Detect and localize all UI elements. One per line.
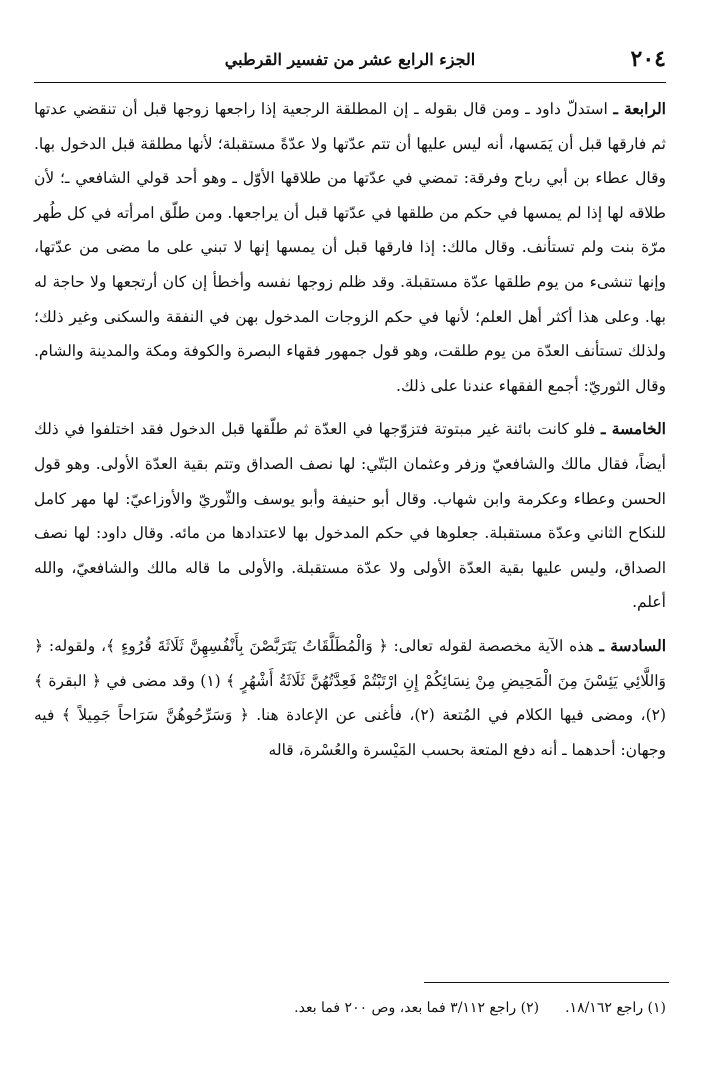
paragraph-fifth [34, 412, 666, 620]
paragraph-lead: الرابعة ـ [613, 99, 666, 118]
page-header [34, 44, 666, 80]
paragraph-sixth [34, 629, 666, 767]
footnote-2: (٢) راجع ٣/١١٢ فما بعد، وص ٢٠٠ فما بعد. [294, 1000, 540, 1016]
paragraph-lead: الخامسة ـ [601, 419, 666, 439]
page-number: ٢٠٤ [630, 46, 666, 72]
footnote-1: (١) راجع ١٨/١٦٢. [565, 1000, 666, 1016]
paragraph-text: هذه الآية مخصصة لقوله تعالى: ﴿ وَالْمُطَلَّقَاتُ يَتَرَبَّصْنَ بِأَنْفُسِهِنَّ ثَلَاثَةَ قُرُوءٍ ﴾، ولقوله: ﴿ وَاللَّائِي يَئِسْنَ مِنَ الْمَحِيضِ مِنْ نِسَائِكُمْ إِنِ ارْتَبْتُمْ فَعِدَّتُهُنَّ ثَلَاثَةُ أَشْهُرٍ ﴾ (١) وقد مضى في ﴿ البقرة ﴾(٢)، ومضى فيها الكلام في المُتعة (٢)، فأغنى عن الإعادة هنا. ﴿ وَسَرِّحُوهُنَّ سَرَاحاً جَمِيلاً ﴾ فيه وجهان: أحدهما ـ أنه دفع المتعة بحسب المَيْسرة والعُسْرة، قاله [34, 636, 667, 759]
paragraph-fourth [34, 92, 666, 403]
paragraph-lead: السادسة ـ [599, 635, 666, 655]
paragraph-text: استدلّ داود ـ ومن قال بقوله ـ إن المطلقة الرجعية إذا راجعها زوجها قبل أن تنقضي عدتها ثم فارقها قبل أن يَمَسها، أنه ليس عليها أن تتم عدّتها ولا عدّةً مستقبلة؛ لأنها مطلقة قبل الدخول بها. وقال عطاء بن أبي رباح وفرقة: تمضي في عدّتها من طلاقها الأوّل ـ وهو أحد قولي الشافعي ـ؛ لأن طلاقه لها إذا لم يمسها في حكم من طلقها في عدّتها قبل أن يراجعها. ومن طلّق امرأته في كل طُهر مرّة بنت ولم تستأنف. وقال مالك: إذا فارقها قبل أن يمسها إنها لا تبني على ما مضى من عدّتها، وإنها تنشىء من يوم طلقها عدّة مستقبلة. وقد ظلم زوجها نفسه وأخطأ إن كان أرتجعها ولا حاجة له بها. وعلى هذا أكثر أهل العلم؛ لأنها في حكم الزوجات المدخول بهن في النفقة والسكنى وغير ذلك؛ ولذلك تستأنف العدّة من يوم طلقت، وهو قول جمهور فقهاء البصرة والكوفة ومكة والمدينة والشام. وقال الثوريّ: أجمع الفقهاء عندنا على ذلك. [34, 100, 666, 395]
paragraph-text: فلو كانت بائنة غير مبتوتة فتزوّجها في العدّة ثم طلّقها قبل الدخول فقد اختلفوا في ذلك أيضاً، فقال مالك والشافعيّ وزفر وعثمان البَتّي: لها نصف الصداق وتتم بقية العدّة الأولى. وهو قول الحسن وعطاء وعكرمة وابن شهاب. وقال أبو حنيفة وأبو يوسف والثّوريّ والأوزاعيّ: لها مهر كامل للنكاح الثاني وعدّة مستقبلة. جعلوها في حكم المدخول بها لاعتدادها من مائه. وقال داود: لها نصف الصداق، وليس عليها بقية العدّة الأولى ولا عدّة مستقبلة. والأولى ما قاله مالك والشافعيّ، والله أعلم. [34, 420, 666, 612]
body-text [34, 92, 666, 767]
running-title: الجزء الرابع عشر من تفسير القرطبي [224, 50, 476, 69]
footnotes [34, 996, 666, 1020]
header-divider [34, 82, 666, 83]
footnote-divider [424, 982, 669, 983]
